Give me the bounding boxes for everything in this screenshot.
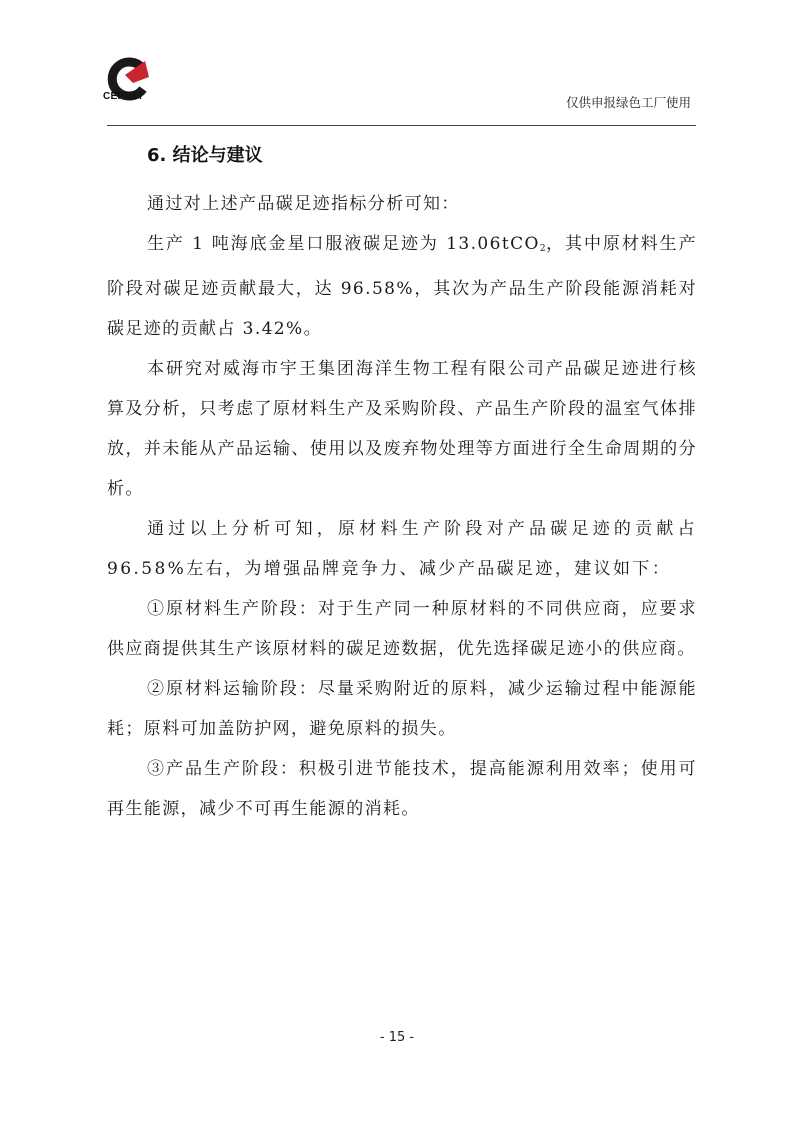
paragraph-suggestion-2: ②原材料运输阶段：尽量采购附近的原料，减少运输过程中能源能耗；原料可加盖防护网，避免原料的损失。 xyxy=(107,679,697,739)
co2-subscript: 2 xyxy=(539,244,546,254)
page-number: - 15 - xyxy=(379,1030,415,1045)
document-body xyxy=(107,140,697,829)
footprint-text-b: ，其中原材料生产阶段对碳足迹贡献最大，达 96.58%，其次为产品生产阶段能源消耗对碳足迹的贡献占 3.42%。 xyxy=(107,234,697,339)
section-title: 6. 结论与建议 xyxy=(147,145,263,166)
paragraph-analysis: 通过以上分析可知，原材料生产阶段对产品碳足迹的贡献占96.58%左右，为增强品牌竞争力、减少产品碳足迹，建议如下： xyxy=(107,519,697,579)
paragraph-suggestion-1: ①原材料生产阶段：对于生产同一种原材料的不同供应商，应要求供应商提供其生产该原材料的碳足迹数据，优先选择碳足迹小的供应商。 xyxy=(107,599,697,659)
paragraph-footprint xyxy=(107,224,697,349)
paragraph-intro: 通过对上述产品碳足迹指标分析可知： xyxy=(147,194,460,214)
header-divider xyxy=(107,125,696,126)
footprint-text-a: 生产 1 吨海底金星口服液碳足迹为 13.06tCO xyxy=(147,234,540,254)
header-note: 仅供申报绿色工厂使用 xyxy=(565,95,691,110)
logo-text: CEPREI xyxy=(103,91,143,102)
paragraph-scope: 本研究对威海市宇王集团海洋生物工程有限公司产品碳足迹进行核算及分析，只考虑了原材料生产及采购阶段、产品生产阶段的温室气体排放，并未能从产品运输、使用以及废弃物处理等方面进行全生命周期的分析。 xyxy=(107,359,697,499)
paragraph-suggestion-3: ③产品生产阶段：积极引进节能技术，提高能源利用效率；使用可再生能源，减少不可再生能源的消耗。 xyxy=(107,759,697,819)
